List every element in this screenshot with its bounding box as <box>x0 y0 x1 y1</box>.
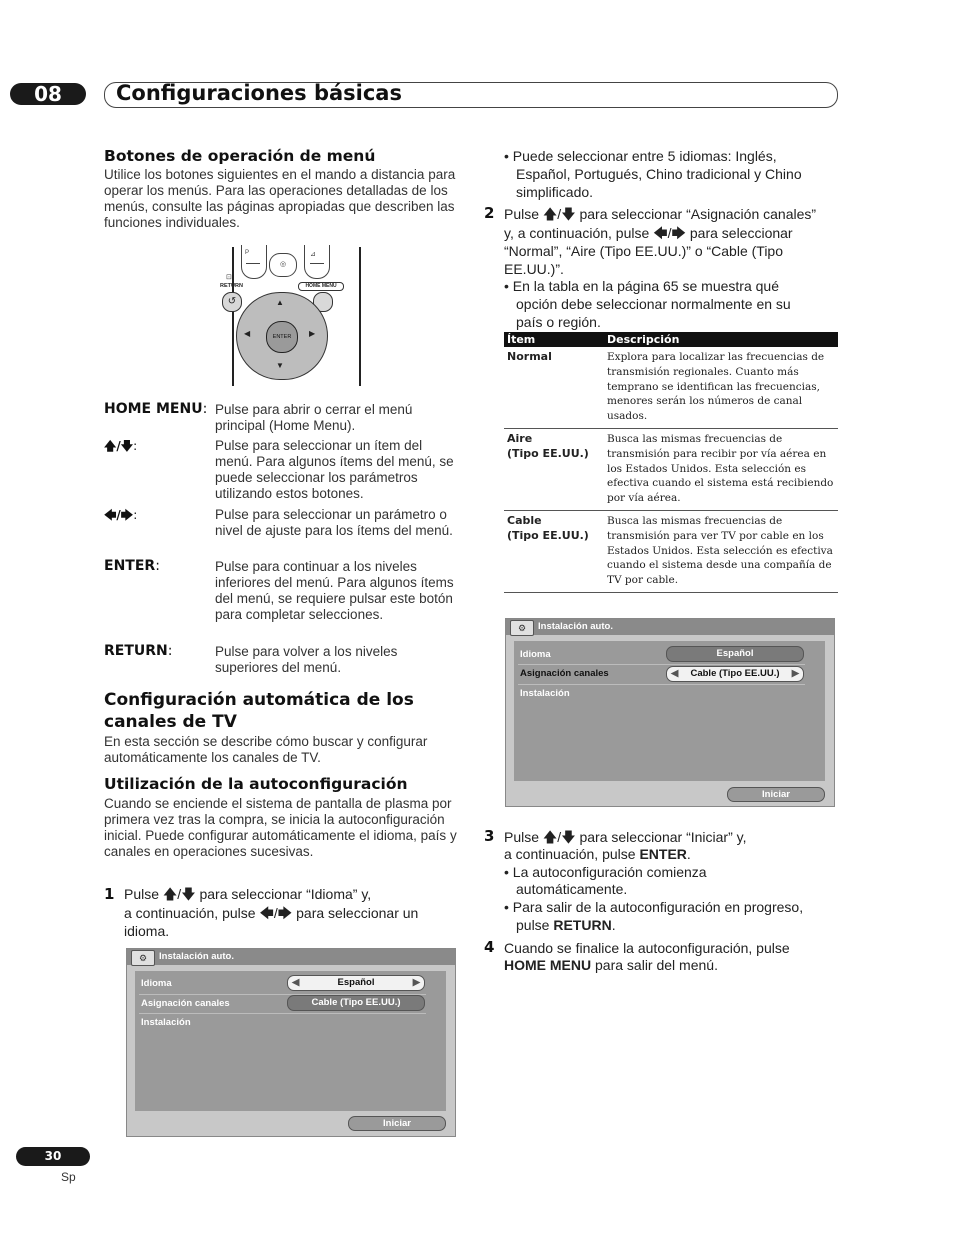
iniciar-button[interactable]: Iniciar <box>727 787 825 802</box>
center-key: ◎ <box>269 253 297 277</box>
step-2-number: 2 <box>484 204 495 222</box>
step-4-line-1: Cuando se finalice la autoconfiguración, pulse <box>504 940 790 956</box>
table-row <box>504 347 838 428</box>
bullet-table-ref-2: opción debe seleccionar normalmente en su <box>516 296 791 312</box>
section-title-menu-buttons: Botones de operación de menú <box>104 147 376 165</box>
bullet-languages-1: • Puede seleccionar entre 5 idiomas: Inglés, <box>504 148 777 164</box>
idioma-value[interactable]: Español <box>666 646 804 662</box>
osd-divider <box>518 664 805 665</box>
minus-mark-2 <box>310 263 324 264</box>
step-3-line-1: Pulse 🡅/🡇 para seleccionar “Iniciar” y, <box>504 829 747 845</box>
section-title-using-auto-config: Utilización de la autoconfiguración <box>104 775 408 793</box>
bullet-auto-start-2: automáticamente. <box>516 881 628 897</box>
osd-row-instalacion[interactable]: Instalación <box>141 1017 191 1028</box>
bullet-auto-start-1: • La autoconfiguración comienza <box>504 864 707 880</box>
row-description: Busca las mismas frecuencias de transmisión para ver TV por cable en los Estados Unidos. Esta selección es efectiva cuando el sistema desde una compañía de TV por cable. <box>604 510 838 592</box>
desc-return: Pulse para volver a los niveles superiores del menú. <box>215 644 398 675</box>
setup-icon: ⚙ <box>510 620 534 636</box>
desc-home-menu: Pulse para abrir o cerrar el menú principal (Home Menu). <box>215 402 413 433</box>
p-label: P <box>245 250 250 256</box>
asignacion-selector[interactable]: ◀ Cable (Tipo EE.UU.) ▶ <box>666 666 804 682</box>
bullet-exit-2: pulse RETURN. <box>516 917 616 933</box>
desc-enter: Pulse para continuar a los niveles inferiores del menú. Para algunos ítems del menú, se requiere pulsar este botón para completar selecciones. <box>215 559 454 622</box>
header-item: Ítem <box>504 332 604 347</box>
osd-panel <box>514 641 825 781</box>
enter-button[interactable]: ENTER <box>266 321 298 353</box>
input-icon: ⊡ <box>226 274 232 281</box>
osd-row-idioma[interactable]: Idioma <box>141 978 172 989</box>
osd-screen-2 <box>505 618 835 807</box>
volume-mark: ⊿ <box>310 251 316 258</box>
idioma-selector[interactable]: ◀ Español ▶ <box>287 975 425 991</box>
row-key: Normal <box>504 347 604 428</box>
step-4-number: 4 <box>484 938 495 956</box>
bullet-table-ref-1: • En la tabla en la página 65 se muestra qué <box>504 278 779 294</box>
asignacion-value[interactable]: Cable (Tipo EE.UU.) <box>287 995 425 1011</box>
step-4-line-2: HOME MENU para salir del menú. <box>504 957 718 973</box>
step-1-line-2: a continuación, pulse 🡄/🡆 para seleccionar un <box>124 905 419 921</box>
desc-left-right: Pulse para seleccionar un parámetro o nivel de ajuste para los ítems del menú. <box>215 507 453 538</box>
step-3-line-2: a continuación, pulse ENTER. <box>504 846 691 862</box>
table-row <box>504 510 838 592</box>
osd-panel <box>135 971 446 1111</box>
channel-options-table <box>504 332 838 593</box>
osd-divider <box>518 684 805 685</box>
iniciar-button[interactable]: Iniciar <box>348 1116 446 1131</box>
osd-row-instalacion[interactable]: Instalación <box>520 688 570 699</box>
bullet-languages-3: simplificado. <box>516 184 594 200</box>
step-1-number: 1 <box>104 885 115 903</box>
osd-row-idioma[interactable]: Idioma <box>520 649 551 660</box>
remote-illustration <box>220 247 361 386</box>
page-title: Configuraciones básicas <box>116 81 402 105</box>
return-label: RETURN <box>220 283 243 289</box>
auto-config-text: En esta sección se describe cómo buscar y configurar automáticamente los canales de TV. <box>104 734 428 765</box>
table-header <box>504 332 838 347</box>
bullet-languages-2: Español, Portugués, Chino tradicional y Chino <box>516 166 802 182</box>
bullet-exit-1: • Para salir de la autoconfiguración en progreso, <box>504 899 804 915</box>
home-menu-label: HOME MENU <box>298 282 344 291</box>
page-number: 30 <box>16 1147 90 1166</box>
bullet-table-ref-3: país o región. <box>516 314 601 330</box>
row-key: Cable (Tipo EE.UU.) <box>504 510 604 592</box>
table-row <box>504 428 838 510</box>
desc-up-down: Pulse para seleccionar un ítem del menú. Para algunos ítems del menú, se puede seleccionar los parámetros utilizando estos botones. <box>215 438 454 501</box>
row-key: Aire (Tipo EE.UU.) <box>504 428 604 510</box>
step-2-line-2: y, a continuación, pulse 🡄/🡆 para seleccionar <box>504 225 793 241</box>
row-description: Explora para localizar las frecuencias de transmisión regionales. Cuanto más temprano se identifican las frecuencias, menores serán los números de canal usados. <box>604 347 838 428</box>
term-enter: ENTER: <box>104 558 160 574</box>
intro-text: Utilice los botones siguientes en el mando a distancia para operar los menús. Para las operaciones detalladas de los menús, consulte las páginas apropiadas que describen las funciones individuales. <box>104 167 456 230</box>
arrow-left-icon[interactable]: ◀ <box>671 668 679 679</box>
right-arrow-icon[interactable]: ▶ <box>309 329 316 338</box>
minus-mark <box>246 263 260 264</box>
osd-row-asignacion[interactable]: Asignación canales <box>141 998 230 1009</box>
section-title-auto-config: Configuración automática de los canales de TV <box>104 690 414 732</box>
step-2-line-3: “Normal”, “Aire (Tipo EE.UU.)” o “Cable (Tipo <box>504 243 784 259</box>
arrow-left-icon[interactable]: ◀ <box>292 977 300 988</box>
step-1-line-1: Pulse 🡅/🡇 para seleccionar “Idioma” y, <box>124 886 372 902</box>
term-return: RETURN: <box>104 643 173 659</box>
step-3-number: 3 <box>484 827 495 845</box>
up-arrow-icon[interactable]: ▲ <box>276 298 284 307</box>
using-auto-config-text: Cuando se enciende el sistema de pantalla de plasma por primera vez tras la compra, se inicia la autoconfiguración inicial. Puede configurar automáticamente el idioma, país y canales en operaciones sucesivas. <box>104 796 457 859</box>
arrow-right-icon[interactable]: ▶ <box>412 977 420 988</box>
language-code: Sp <box>61 1170 76 1184</box>
chapter-number: 08 <box>10 83 86 105</box>
down-arrow-icon[interactable]: ▼ <box>276 361 284 370</box>
return-button[interactable]: ↺ <box>222 292 242 312</box>
osd-row-asignacion[interactable]: Asignación canales <box>520 668 609 679</box>
osd-title-bar: Instalación auto. <box>127 949 455 965</box>
step-2-line-4: EE.UU.)”. <box>504 261 564 277</box>
row-description: Busca las mismas frecuencias de transmisión para recibir por vía aérea en los Estados Unidos. Esta selección es efectiva cuando el sistema está recibiendo por vía aérea. <box>604 428 838 510</box>
osd-divider <box>139 1013 426 1014</box>
step-1-line-3: idioma. <box>124 923 170 939</box>
setup-icon: ⚙ <box>131 950 155 966</box>
term-home-menu: HOME MENU: <box>104 401 208 417</box>
osd-title-bar: Instalación auto. <box>506 619 834 635</box>
step-2-line-1: Pulse 🡅/🡇 para seleccionar “Asignación canales” <box>504 206 817 222</box>
header-description: Descripción <box>604 332 838 347</box>
term-up-down: 🡅/🡇: <box>104 439 138 453</box>
arrow-right-icon[interactable]: ▶ <box>791 668 799 679</box>
volume-key <box>304 245 330 279</box>
osd-screen-1 <box>126 948 456 1137</box>
term-left-right: 🡄/🡆: <box>104 508 138 522</box>
left-arrow-icon[interactable]: ◀ <box>244 329 251 338</box>
